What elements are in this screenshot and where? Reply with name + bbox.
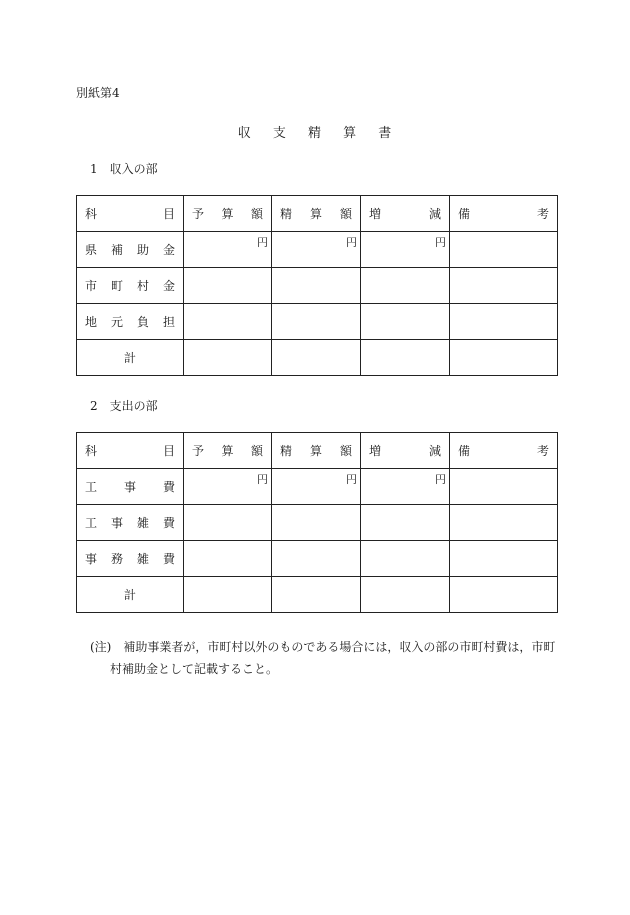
header-cell (361, 196, 450, 232)
header-row (77, 433, 558, 469)
value-cell (450, 340, 558, 376)
header-label: 科 目 (85, 207, 175, 221)
table-row (77, 232, 558, 268)
value-cell (184, 469, 272, 505)
header-label: 科 目 (85, 444, 175, 458)
value-cell (361, 340, 450, 376)
value-cell (272, 340, 361, 376)
value-cell (184, 232, 272, 268)
header-label: 増 減 (369, 444, 441, 458)
value-cell (184, 505, 272, 541)
value-cell (272, 577, 361, 613)
yen-unit: 円 (346, 473, 357, 486)
total-label: 計 (77, 340, 184, 376)
note-line-1: (注) 補助事業者が，市町村以外のものである場合には，収入の部の市町村費は，市町 (90, 640, 556, 654)
value-cell (450, 541, 558, 577)
value-cell (450, 304, 558, 340)
document-title: 収 支 精 算 書 (237, 126, 393, 141)
value-cell (361, 577, 450, 613)
header-cell (361, 433, 450, 469)
header-label: 予 算 額 (192, 444, 263, 458)
header-cell (272, 196, 361, 232)
value-cell (184, 577, 272, 613)
header-cell (77, 196, 184, 232)
row-label-cell (77, 541, 184, 577)
income-table (76, 195, 558, 376)
header-cell (184, 196, 272, 232)
header-label: 増 減 (369, 207, 441, 221)
value-cell (361, 505, 450, 541)
table-row (77, 541, 558, 577)
header-cell (272, 433, 361, 469)
header-label: 精 算 額 (280, 444, 352, 458)
value-cell (184, 541, 272, 577)
value-cell (272, 268, 361, 304)
value-cell (450, 469, 558, 505)
header-label: 備 考 (458, 444, 549, 458)
value-cell (450, 577, 558, 613)
row-label-cell (77, 304, 184, 340)
expense-section-heading: 2 支出の部 (90, 399, 158, 413)
table-row (77, 469, 558, 505)
value-cell (361, 268, 450, 304)
income-section-heading: 1 収入の部 (90, 162, 158, 176)
value-cell (184, 304, 272, 340)
row-label: 市 町 村 金 (85, 279, 175, 293)
header-label: 備 考 (458, 207, 549, 221)
row-label: 事 務 雑 費 (85, 552, 175, 566)
value-cell (272, 505, 361, 541)
row-label: 工 事 費 (85, 480, 175, 494)
header-cell (450, 196, 558, 232)
row-label-cell (77, 505, 184, 541)
note-line-2: 村補助金として記載すること。 (110, 662, 279, 676)
value-cell (361, 469, 450, 505)
header-cell (184, 433, 272, 469)
value-cell (450, 268, 558, 304)
table-row (77, 268, 558, 304)
table-row (77, 505, 558, 541)
total-row (77, 577, 558, 613)
expense-table (76, 432, 558, 613)
value-cell (272, 232, 361, 268)
header-cell (77, 433, 184, 469)
table-row (77, 304, 558, 340)
row-label-cell (77, 469, 184, 505)
header-label: 予 算 額 (192, 207, 263, 221)
row-label-cell (77, 268, 184, 304)
value-cell (184, 268, 272, 304)
value-cell (272, 469, 361, 505)
header-label: 精 算 額 (280, 207, 352, 221)
document-label: 別紙第4 (76, 86, 120, 100)
yen-unit: 円 (257, 236, 268, 249)
yen-unit: 円 (346, 236, 357, 249)
header-cell (450, 433, 558, 469)
value-cell (361, 541, 450, 577)
yen-unit: 円 (257, 473, 268, 486)
value-cell (361, 232, 450, 268)
row-label: 県 補 助 金 (85, 243, 175, 257)
yen-unit: 円 (435, 473, 446, 486)
row-label: 工 事 雑 費 (85, 516, 175, 530)
header-row (77, 196, 558, 232)
yen-unit: 円 (435, 236, 446, 249)
value-cell (184, 340, 272, 376)
value-cell (272, 304, 361, 340)
value-cell (272, 541, 361, 577)
value-cell (361, 304, 450, 340)
value-cell (450, 505, 558, 541)
total-label: 計 (77, 577, 184, 613)
row-label-cell (77, 232, 184, 268)
value-cell (450, 232, 558, 268)
row-label: 地 元 負 担 (85, 315, 175, 329)
total-row (77, 340, 558, 376)
